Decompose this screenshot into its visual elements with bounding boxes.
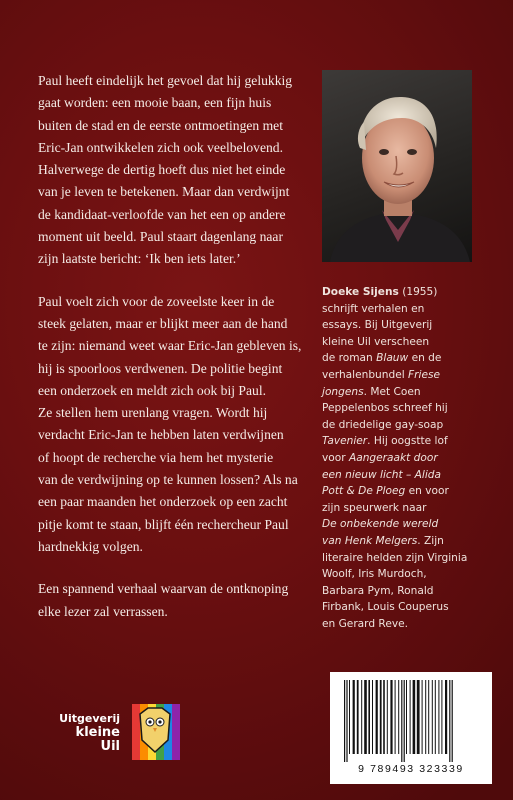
bio-text: kleine Uil verscheen	[322, 335, 430, 348]
blurb-paragraph	[38, 291, 314, 559]
barcode-bar	[395, 680, 396, 754]
barcode-bar	[410, 680, 411, 754]
blurb-line: een onderzoek en meldt zich ook bij Paul.	[38, 382, 267, 398]
barcode-bar	[417, 680, 420, 754]
bio-text: essays. Bij Uitgeverij	[322, 319, 433, 332]
barcode-bar	[452, 680, 453, 762]
bio-line	[322, 334, 484, 351]
isbn-number: 9 789493 323339	[358, 763, 464, 775]
author-bio	[322, 284, 484, 632]
blurb-line: hij is spoorloos verdwenen. De politie begint	[38, 360, 283, 376]
book-title: Friese	[408, 368, 440, 381]
bio-text: en de	[408, 352, 442, 365]
barcode-bar	[438, 680, 439, 754]
blurb-line: Paul voelt zich voor de zoveelste keer in de	[38, 293, 275, 309]
barcode-bar	[404, 680, 405, 762]
blurb-line: elke lezer zal verrassen.	[38, 603, 168, 619]
bio-text: voor	[322, 451, 349, 464]
bio-line	[322, 317, 484, 334]
bio-line	[322, 467, 484, 484]
barcode-bar	[413, 680, 416, 754]
bio-text: Firbank, Louis Couperus	[322, 601, 449, 614]
book-title: Tavenier	[322, 435, 368, 448]
bio-text: . Zijn	[417, 534, 444, 547]
bio-text: Peppelenbos schreef hij	[322, 402, 448, 415]
barcode-bar	[398, 680, 399, 754]
barcode-bar	[364, 680, 367, 754]
blurb-line: Paul heeft eindelijk het gevoel dat hij gelukkig	[38, 73, 293, 88]
blurb-line: gaat worden: een mooie baan, een fijn huis	[38, 95, 272, 111]
bio-text: Woolf, Iris Murdoch,	[322, 568, 427, 581]
blurb-line: zijn laatste bericht: ‘Ik ben iets later.’	[38, 251, 241, 267]
book-title: een nieuw licht – Alida	[322, 468, 441, 481]
blurb-line: moment uit beeld. Paul staart dagenlang naar	[38, 229, 283, 245]
bio-text: . Met Coen	[363, 385, 421, 398]
blurb-paragraph	[38, 70, 314, 271]
bio-line	[322, 284, 484, 301]
bio-line	[322, 367, 484, 384]
blurb-line: hardnekkig volgen.	[38, 538, 143, 554]
book-title: van Henk Melgers	[322, 534, 418, 547]
bio-text: en voor	[405, 485, 449, 498]
bio-text: zijn speurwerk naar	[322, 501, 427, 514]
bio-line	[322, 616, 484, 633]
bio-text: . Hij oogstte lof	[367, 435, 448, 448]
bio-text: (1955)	[398, 286, 438, 298]
barcode-bar	[361, 680, 362, 754]
blurb-line: Een spannend verhaal waarvan de ontknoping	[38, 581, 289, 597]
barcode-bar	[401, 680, 402, 762]
blurb-line: buiten de stad en de eerste ontmoetingen met	[38, 117, 283, 133]
barcode-bar	[368, 680, 370, 754]
bio-line	[322, 533, 484, 550]
rainbow-stripe	[132, 704, 140, 760]
barcode-bar	[449, 680, 450, 762]
bio-line	[322, 417, 484, 434]
barcode-bar	[441, 680, 442, 754]
bio-line	[322, 400, 484, 417]
barcode-bar	[357, 680, 359, 754]
blurb-line: van de verdwijning op te kunnen lossen? Als na	[38, 472, 298, 488]
blurb-line: Eric-Jan ontwikkelen zich ook veelbelovend.	[38, 139, 283, 155]
bio-line	[322, 433, 484, 450]
blurb-line: te zijn: niemand weet waar Eric-Jan gebleven is,	[38, 338, 302, 354]
blurb-line: van je leven te betekenen. Maar dan verdwijnt	[38, 184, 290, 200]
barcode-bar	[353, 680, 355, 754]
book-title: Pott & De Ploeg	[322, 485, 406, 498]
bio-text: de roman	[322, 352, 377, 365]
barcode-bar	[344, 680, 345, 762]
barcode-bar	[425, 680, 426, 754]
bio-text: de driedelige gay-soap	[322, 418, 444, 431]
blurb-line: pitje komt te staan, blijft één rechercheur Paul	[38, 516, 289, 532]
bio-line	[322, 301, 484, 318]
barcode-bar	[383, 680, 385, 754]
bio-line	[322, 566, 484, 583]
barcode-bar	[372, 680, 373, 754]
barcode-bar	[406, 680, 407, 754]
book-title: Aangeraakt door	[348, 451, 438, 464]
blurb-paragraph	[38, 578, 314, 623]
bio-text: literaire helden zijn Virginia	[322, 551, 468, 564]
bio-line	[322, 516, 484, 533]
bio-text: en Gerard Reve.	[322, 617, 408, 630]
barcode-bar	[349, 680, 350, 754]
blurb-line: Ze stellen hem urenlang vragen. Wordt hij	[38, 405, 268, 421]
barcode-bar	[346, 680, 347, 762]
blurb-line: of hoopt de recherche via hem het mysterie	[38, 449, 274, 465]
blurb-line: steek gelaten, maar er blijkt meer aan de hand	[38, 315, 288, 331]
author-name: Doeke Sijens	[322, 286, 399, 298]
blurb-text	[38, 70, 314, 643]
bio-line	[322, 599, 484, 616]
bio-text: schrijft verhalen en	[322, 302, 425, 315]
barcode-bars	[340, 680, 482, 762]
bio-line	[322, 483, 484, 500]
book-title: jongens	[322, 385, 364, 398]
barcode-bar	[380, 680, 382, 754]
bio-line	[322, 500, 484, 517]
publisher-name-line1: Uitgeverij	[59, 712, 120, 725]
isbn-barcode	[330, 672, 492, 784]
rainbow-stripe	[172, 704, 180, 760]
barcode-bar	[445, 680, 447, 754]
author-photo	[322, 70, 472, 262]
bio-line	[322, 550, 484, 567]
bio-line	[322, 450, 484, 467]
book-title: Blauw	[376, 352, 409, 365]
barcode-bar	[432, 680, 433, 754]
publisher-name-line2: kleine Uil	[75, 725, 120, 754]
barcode-bar	[428, 680, 429, 754]
barcode-bar	[435, 680, 436, 754]
bio-line	[322, 350, 484, 367]
barcode-bar	[376, 680, 378, 754]
publisher-logo	[58, 700, 188, 764]
barcode-bar	[387, 680, 388, 754]
barcode-bar	[390, 680, 392, 754]
bio-line	[322, 583, 484, 600]
blurb-line: verdacht Eric-Jan te hebben laten verdwijnen	[38, 427, 284, 443]
barcode-bar	[422, 680, 423, 754]
blurb-line: een paar maanden het onderzoek op een zacht	[38, 494, 288, 510]
blurb-line: de kandidaat-verloofde van het een op andere	[38, 206, 286, 222]
blurb-line: Halverwege de dertig hoeft dus niet het einde	[38, 162, 286, 178]
bio-line	[322, 384, 484, 401]
book-title: De onbekende wereld	[322, 518, 439, 531]
bio-text: Barbara Pym, Ronald	[322, 584, 434, 597]
bio-text: verhalenbundel	[322, 368, 409, 381]
owl-rainbow-icon	[126, 700, 184, 762]
